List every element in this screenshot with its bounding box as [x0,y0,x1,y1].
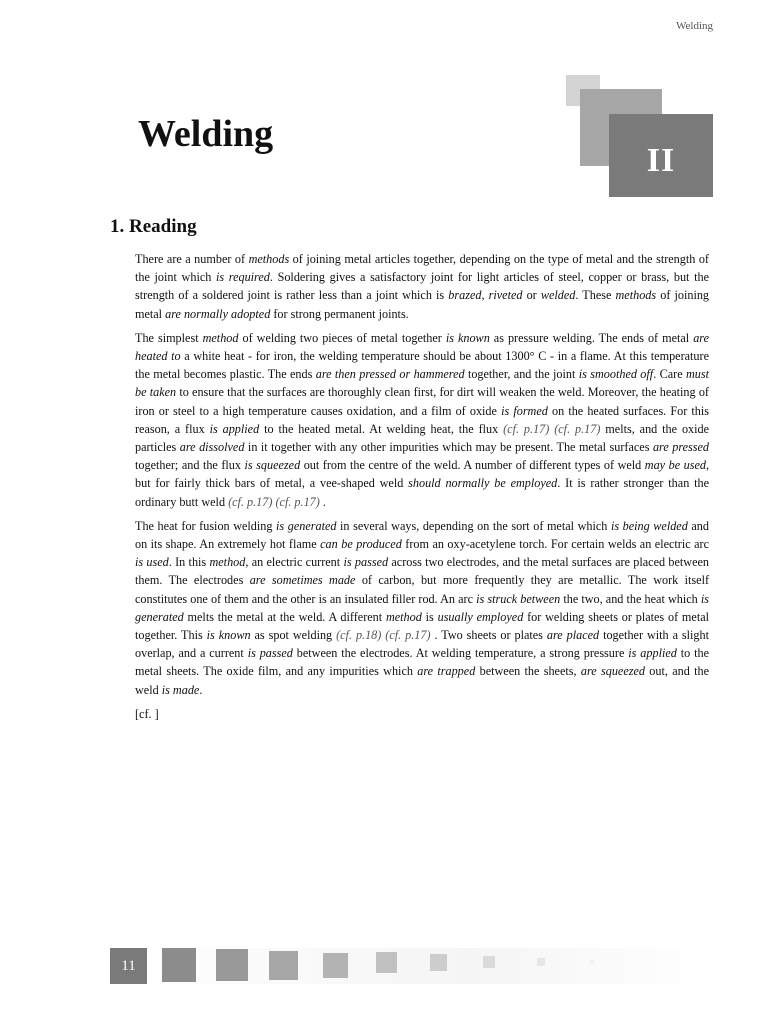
text-run: , an electric current [245,555,344,570]
italic-term: is struck between [476,591,561,606]
paragraph-1 [135,250,709,323]
footer-square [483,956,495,968]
text-run: . It is rather stronger than the ordinary butt weld [135,476,709,509]
italic-term: are placed [546,628,600,643]
italic-term: method [209,555,246,570]
footer-square [162,948,196,982]
italic-term: may be used [644,458,706,473]
italic-term: is required [216,270,270,285]
footer-square [323,953,348,978]
italic-term: is squeezed [244,458,301,473]
italic-term: are then pressed or hammered [315,367,465,382]
text-run: There are a number of [135,252,249,266]
page-number: 11 [110,948,147,984]
italic-term: is applied [209,421,260,436]
text-run: to the metal sheets. The oxide film, and any impurities which [135,646,709,679]
footer-square [430,954,447,971]
text-run: the two, and the heat which [560,591,701,606]
text-run: The heat for fusion welding [135,518,277,533]
chapter-number: II [646,142,676,179]
italic-term: is known [445,330,490,345]
text-run: , [481,288,489,303]
text-run: . Care [653,367,686,382]
text-run: . These [575,288,616,303]
paragraph-3 [135,517,709,699]
text-run: as pressure welding. The ends of metal [489,330,694,345]
italic-term: welded [540,288,576,303]
text-run: a white heat - for iron, the welding temperature should be about 1300° C - in a flame. At this temperature the metal becomes plastic. The ends [135,349,709,382]
italic-term: is generated [135,591,709,624]
text-run: is [421,609,438,624]
text-run: of welding two pieces of metal together [238,330,446,345]
text-run: of joining metal [135,288,710,321]
italic-term: is generated [276,518,337,533]
text-run: to ensure that the surfaces are thoroughly clean first, for dirt will weaken the weld. Moreover, the heating of iron or steel to a high temperature causes oxidation, and a film of oxide [135,385,709,418]
footer-square [216,949,248,981]
text-run: in it together with any other impurities which may be present. The metal surfaces [244,440,653,455]
chapter-title: Welding [138,113,274,155]
italic-term: method [385,609,422,624]
italic-term: must be taken [135,367,710,400]
italic-term: should normally be employed [408,476,558,491]
text-run: The simplest [135,330,203,345]
italic-term: are dissolved [179,440,245,455]
footer-square [590,960,594,964]
text-run: together with a slight overlap, and a current [135,628,710,661]
text-run: together, and the joint [464,367,579,382]
cross-reference: (cf. p.17) (cf. p.17) [503,421,601,436]
text-run: for welding sheets or plates of metal together. This [135,609,710,643]
text-run: out from the centre of the weld. A number of different types of weld [300,458,645,473]
text-run: across two electrodes, and the metal surfaces are placed between them. The electrodes [135,555,709,588]
italic-term: is applied [628,646,677,661]
text-run: out, and the weld [135,664,710,697]
italic-term: usually employed [437,609,524,624]
italic-term: methods [615,288,657,303]
text-run: melts the metal at the weld. A different [183,609,386,624]
footer-bar [110,948,712,984]
text-run: . [199,682,203,697]
text-run: of carbon, but more frequently they are metallic. The work itself constitutes one of them and the other is an insulated filler rod. An arc [135,573,710,606]
text-run: , but for fairly thick bars of metal, a vee-shaped weld [135,458,710,491]
text-run: between the electrodes. At welding temperature, a strong pressure [292,646,629,661]
italic-term: are heated to [135,330,709,364]
paragraph-2 [135,329,709,511]
text-run: melts, and the oxide particles [135,421,710,455]
italic-term: are trapped [417,664,476,679]
italic-term: is made [161,682,200,697]
italic-term: riveted [488,288,523,303]
text-run: . Soldering gives a satisfactory joint for light articles of steel, copper or brass, but the strength of a soldered joint is rather less than a joint which is [135,270,709,303]
italic-term: is smoothed off [578,367,654,382]
running-header: Welding [676,20,713,32]
italic-term: brazed [448,288,482,303]
italic-term: is used [135,555,169,570]
text-run: in several ways, depending on the sort of metal which [336,518,611,533]
text-run: of joining metal articles together, depending on the type of metal and the strength of the joint which [135,252,709,285]
italic-term: is passed [247,646,293,661]
text-run: between the sheets, [475,664,581,679]
text-run: on the heated surfaces. For this reason, a flux [135,403,710,436]
text-run: and on its shape. An extremely hot flame [135,518,709,552]
text-run: from an oxy-acetylene torch. For certain welds an electric arc [401,537,709,552]
italic-term: method [202,330,239,345]
text-run: to the heated metal. At welding heat, the flux [259,421,504,436]
reading-text [135,250,709,729]
text-run: . [319,494,326,509]
italic-term: methods [248,252,290,266]
cross-reference: (cf. p.18) (cf. p.17) [336,628,431,643]
text-run: or [522,288,541,303]
footer-square [269,951,298,980]
italic-term: is passed [343,555,389,570]
italic-term: is being welded [610,518,688,533]
text-run: . Two sheets or plates [430,628,547,643]
text-run: as spot welding [250,628,337,643]
italic-term: is known [206,628,251,643]
text-run: together; and the flux [135,458,245,473]
reference-note: [cf. ] [135,706,159,721]
italic-term: are squeezed [580,664,645,679]
footer-square [376,952,397,973]
text-run: . In this [168,555,210,570]
italic-term: are sometimes made [249,573,356,588]
cross-reference: (cf. p.17) (cf. p.17) [228,494,320,509]
italic-term: are normally adopted [165,306,271,321]
footer-square [537,958,545,966]
italic-term: is formed [501,403,548,418]
text-run: for strong permanent joints. [270,306,409,321]
section-heading: 1. Reading [110,216,197,237]
italic-term: are pressed [652,440,710,455]
italic-term: can be produced [320,537,402,552]
